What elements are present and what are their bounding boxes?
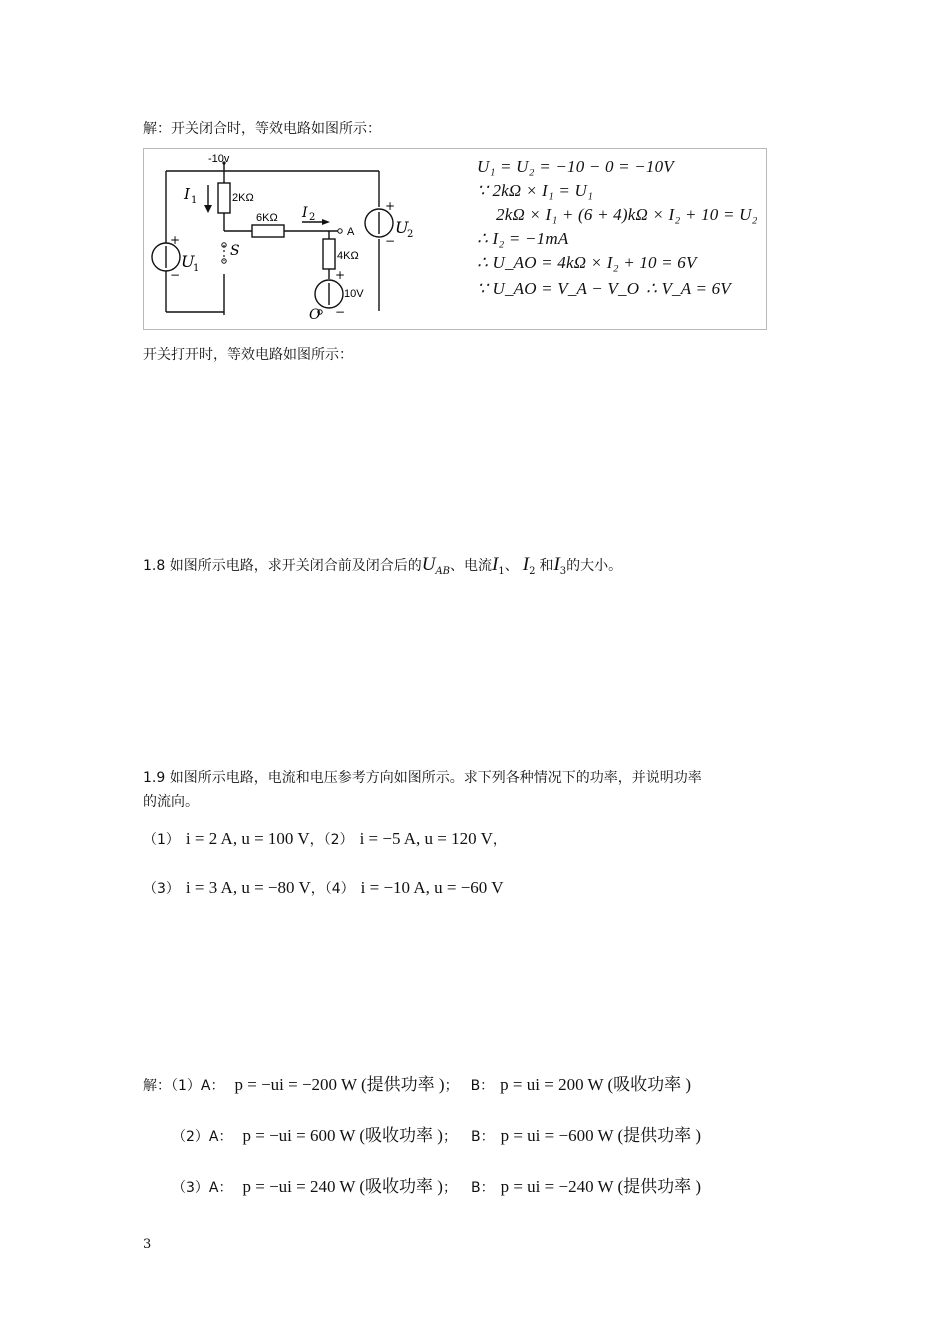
solution-b-expression: p = ui = −600 W (提供功率 ) xyxy=(500,1126,702,1145)
case-row-2 xyxy=(143,879,504,898)
case-expression: i = 3 A, u = −80 V xyxy=(185,878,311,897)
top-potential-label: -10v xyxy=(208,153,230,165)
problem-1-8-prefix: 1.8 如图所示电路，求开关闭合前及闭合后的 xyxy=(143,558,422,574)
case-expression: i = −5 A, u = 120 V xyxy=(359,829,493,848)
problem-1-8 xyxy=(143,556,622,581)
source-u1-sub: 1 xyxy=(193,263,200,274)
circuit-figure xyxy=(143,148,767,330)
solution-b-label: B： xyxy=(470,1078,495,1094)
source-u1-label: U xyxy=(181,252,195,271)
solution-b-label: B： xyxy=(470,1129,495,1145)
equation-line: ∵ U_AO = V_A − V_O xyxy=(477,279,640,298)
intro-open-text: 开关打开时，等效电路如图所示： xyxy=(143,347,353,363)
current-i1-label: I xyxy=(184,185,190,203)
v10-minus-sign: − xyxy=(335,305,346,319)
case-label: （1） xyxy=(143,832,180,848)
current-i2-label: I xyxy=(302,205,308,221)
conjunction: 和 xyxy=(539,558,554,574)
solution-label: （2）A： xyxy=(172,1129,233,1145)
switch-label: S xyxy=(230,243,240,259)
case-label: （3） xyxy=(143,881,180,897)
u1-minus-sign: − xyxy=(170,268,181,282)
case-expression: i = −10 A, u = −60 V xyxy=(360,878,504,897)
solution-a-expression: p = −ui = −200 W (提供功率 ) xyxy=(234,1075,445,1094)
source-u2-sub: 2 xyxy=(407,229,414,240)
case-label: （4） xyxy=(324,881,355,897)
i3-symbol: I xyxy=(553,554,560,575)
solution-a-expression: p = −ui = 240 W (吸收功率 ) xyxy=(242,1177,443,1196)
problem-1-9-line1: 1.9 如图所示电路，电流和电压参考方向如图所示。求下列各种情况下的功率，并说明功率 xyxy=(143,770,702,786)
page-number: 3 xyxy=(143,1237,152,1252)
u-ab-symbol: U xyxy=(421,554,436,575)
problem-1-8-suffix: 的大小。 xyxy=(566,558,623,574)
equation-line: ∴ I₂ = −1mA xyxy=(477,229,569,248)
resistor-6k-label: 6KΩ xyxy=(256,212,278,224)
equation-line: ∴ U_AO = 4kΩ × I₂ + 10 = 6V xyxy=(477,253,697,272)
solution-b-expression: p = ui = −240 W (提供功率 ) xyxy=(500,1177,702,1196)
intro-closed-text: 解：开关闭合时，等效电路如图所示： xyxy=(143,121,381,137)
solution-b-expression: p = ui = 200 W (吸收功率 ) xyxy=(500,1075,692,1094)
u1-plus-sign: + xyxy=(170,233,181,247)
case-label: （2） xyxy=(323,832,354,848)
i1-subscript: 1 xyxy=(498,566,505,577)
i3-subscript: 3 xyxy=(559,566,567,577)
equation-line: U₁ = U₂ = −10 − 0 = −10V xyxy=(477,157,674,176)
solution-label: （3）A： xyxy=(172,1180,233,1196)
solution-b-label: B： xyxy=(470,1180,495,1196)
semicolon: ； xyxy=(442,1180,457,1196)
equation-line: ∵ 2kΩ × I₁ = U₁ xyxy=(477,181,594,200)
solution-row-2 xyxy=(172,1127,701,1146)
node-a-label: A xyxy=(347,226,355,238)
u2-minus-sign: − xyxy=(385,234,396,248)
case-separator: ， xyxy=(492,832,507,848)
semicolon: ； xyxy=(442,1129,457,1145)
u-ab-subscript: AB xyxy=(435,566,451,577)
solution-prefix: 解： xyxy=(143,1078,171,1094)
case-expression: i = 2 A, u = 100 V xyxy=(185,829,310,848)
v10-plus-sign: + xyxy=(335,268,346,282)
solution-label: （1）A： xyxy=(171,1078,225,1094)
current-i2-sub: 2 xyxy=(309,212,316,223)
separator: 、 xyxy=(504,558,519,574)
semicolon: ； xyxy=(444,1078,459,1094)
source-u2-label: U xyxy=(395,218,409,237)
solution-row-3 xyxy=(172,1178,701,1197)
problem-1-8-mid: 、电流 xyxy=(450,558,493,574)
i2-subscript: 2 xyxy=(529,566,536,577)
case-separator: ， xyxy=(310,881,325,897)
current-i1-sub: 1 xyxy=(191,195,198,206)
case-row-1 xyxy=(143,830,507,849)
case-separator: ， xyxy=(309,832,324,848)
node-o-label: O xyxy=(309,307,321,323)
equation-line: 2kΩ × I₁ + (6 + 4)kΩ × I₂ + 10 = U₂ xyxy=(496,205,758,224)
resistor-2k-label: 2KΩ xyxy=(232,192,254,204)
solution-a-expression: p = −ui = 600 W (吸收功率 ) xyxy=(242,1126,443,1145)
u2-plus-sign: + xyxy=(385,199,396,213)
i1-symbol: I xyxy=(492,554,499,575)
resistor-4k-label: 4KΩ xyxy=(337,250,359,262)
solution-row-1 xyxy=(143,1076,691,1095)
source-10v-label: 10V xyxy=(344,288,364,300)
i2-symbol: I xyxy=(522,554,530,575)
problem-1-9-line2: 的流向。 xyxy=(143,794,199,810)
equation-line: ∴ V_A = 6V xyxy=(646,279,731,298)
